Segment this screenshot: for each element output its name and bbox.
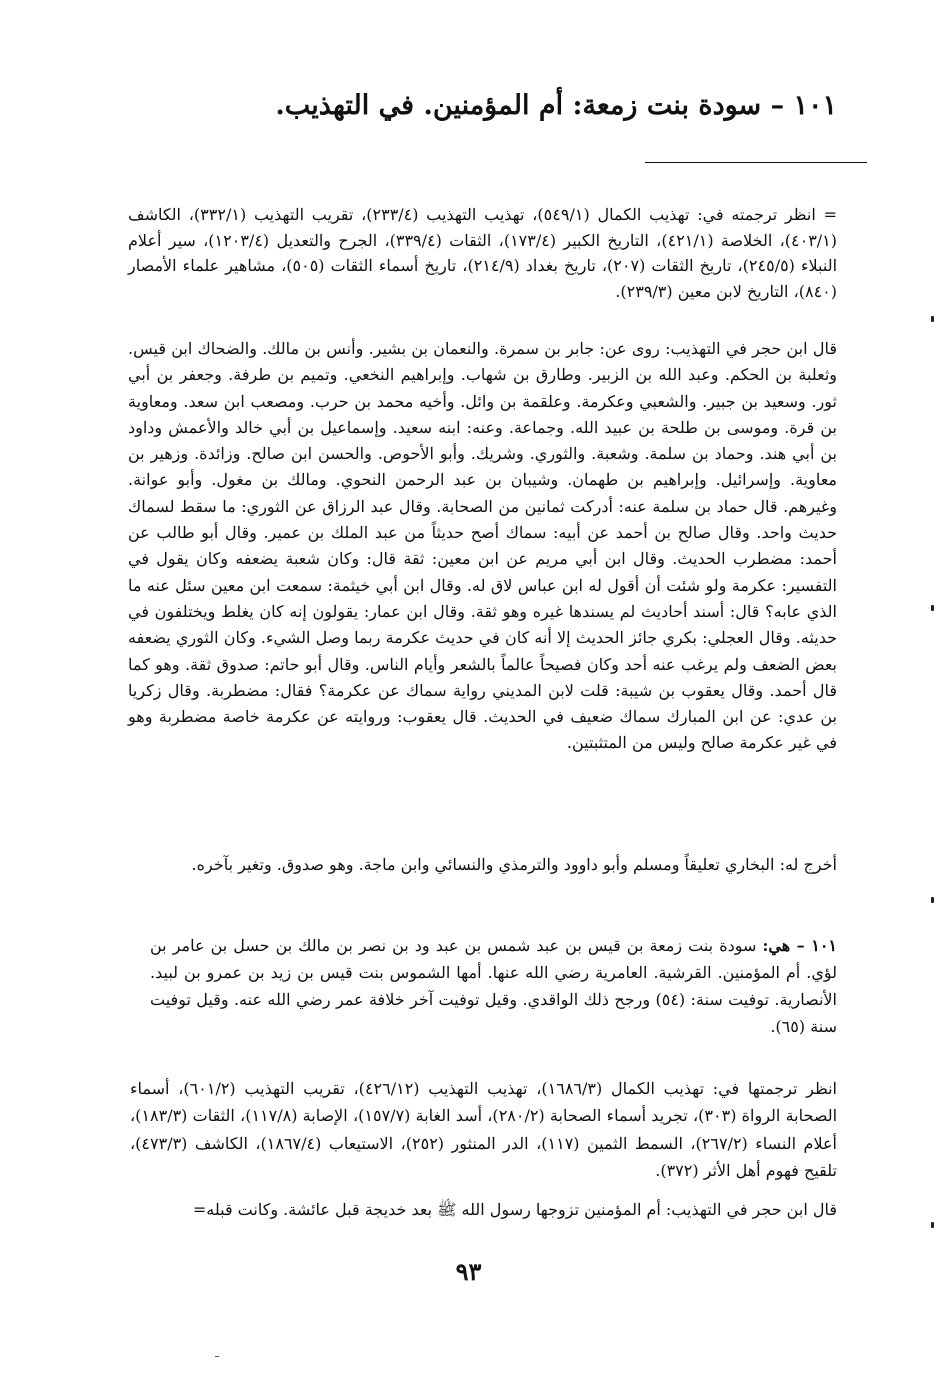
- page-number: ٩٣: [455, 1257, 482, 1286]
- margin-mark: [931, 316, 934, 322]
- entry-heading: ١٠١ – سودة بنت زمعة: أم المؤمنين. في التهذيب.: [275, 90, 837, 121]
- entry-biography-paragraph: [150, 932, 837, 1040]
- margin-mark: [931, 897, 934, 903]
- footnote-sources-paragraph: = انظر ترجمته في: تهذيب الكمال (٥٤٩/١)، تهذيب التهذيب (٢٣٣/٤)، تقريب التهذيب (٣٣٢/١)، الكاشف (٤٠٣/١)، الخلاصة (٤٢١/١)، التاريخ الكبير (١٧٣/٤)، الثقات (٣٣٩/٤)، الجرح والتعديل (١٢٠٣/٤)، سير أعلام النبلاء (٢٤٥/٥)، تاريخ الثقات (٢٠٧)، تاريخ بغداد (٢١٤/٩)، تاريخ أسماء الثقات (٥٠٥)، مشاهير علماء الأمصار (٨٤٠)، التاريخ لابن معين (٢٣٩/٣).: [128, 205, 838, 301]
- margin-mark: [931, 605, 934, 611]
- footnote-tahdhib-paragraph: قال ابن حجر في التهذيب: روى عن: جابر بن سمرة. والنعمان بن بشير. وأنس بن مالك. والضحاك ابن قيس. وثعلبة بن الحكم. وعبد الله بن الزبير. وطارق بن شهاب. وإبراهيم النخعي. وتميم بن طرفة. وجعفر بن أبي ثور. وسعيد بن جبير. والشعبي وعكرمة. وعلقمة بن وائل. وأخيه محمد بن حرب. ومصعب ابن سعد. ومعاوية بن قرة. وموسى بن طلحة بن عبيد الله. وجماعة. وعنه: ابنه سعيد. وإسماعيل بن أبي خالد والأعمش وداود بن أبي هند. وحماد بن سلمة. وشعبة. والثوري. وشريك. وأبو الأحوص. والحسن ابن صالح. وزائدة. وزهير بن معاوية. وإسرائيل. وإبراهيم بن طهمان. وشيبان بن عبد الرحمن النحوي. ومالك بن مغول. وأبو عوانة. وغيرهم. قال حماد بن سلمة عنه: أدركت ثمانين من الصحابة. وقال عبد الرزاق عن الثوري: ما سقط لسماك حديث واحد. وقال صالح بن أحمد عن أبيه: سماك أصح حديثاً من عبد الملك بن عمير. وقال أبو طالب عن أحمد: مضطرب الحديث. وقال ابن أبي مريم عن ابن معين: ثقة قال: وكان شعبة يضعفه وكان يقول في التفسير: عكرمة ولو شئت أن أقول له ابن عباس لاق له. وقال ابن أبي خيثمة: سمعت ابن معين سئل عنه ما الذي عابه؟ قال: أسند أحاديث لم يسندها غيره وهو ثقة. وقال ابن عمار: يقولون إنه كان يغلط ويختلفون في حديثه. وقال العجلي: بكري جائز الحديث إلا أنه كان في حديث عكرمة ربما وصل الشيء. وكان الثوري يضعفه بعض الضعف ولم يرغب عنه أحد وكان فصيحاً عالماً بالشعر وأيام الناس. وقال أبو حاتم: صدوق ثقة. وهو كما قال أحمد. وقال يعقوب بن شيبة: قلت لابن المديني رواية سماك عن عكرمة؟ فقال: مضطربة. وقال زكريا بن عدي: عن ابن المبارك سماك ضعيف في الحديث. قال يعقوب: وروايته عن عكرمة خاصة مضطربة وهو في غير عكرمة صالح وليس من المتثبتين.: [128, 339, 838, 753]
- margin-mark: [931, 1222, 934, 1228]
- heading-rule: [645, 162, 867, 163]
- entry-number: ١٠١ – هي:: [762, 936, 838, 955]
- entry-tahdhib-paragraph: قال ابن حجر في التهذيب: أم المؤمنين تزوجها رسول الله ﷺ بعد خديجة قبل عائشة. وكانت قبله=: [192, 1200, 837, 1219]
- entry-biography-text: سودة بنت زمعة بن قيس بن عبد شمس بن عبد ود بن نصر بن مالك بن حسل بن عامر بن لؤي. أم المؤمنين. القرشية. العامرية رضي الله عنها. أمها الشموس بنت قيس بن زيد بن عمرو بن لبيد. الأنصارية. توفيت سنة: (٥٤) ورجح ذلك الواقدي. وقيل توفيت آخر خلافة عمر رضي الله عنه. وقيل توفيت سنة (٦٥).: [150, 936, 837, 1036]
- footnote-takhrij-paragraph: أخرج له: البخاري تعليقاً ومسلم وأبو داوود والترمذي والنسائي وابن ماجة. وهو صدوق. وتغير بآخره.: [191, 855, 837, 874]
- scan-speck: [215, 1356, 219, 1357]
- entry-sources-paragraph: انظر ترجمتها في: تهذيب الكمال (١٦٨٦/٣)، تهذيب التهذيب (٤٢٦/١٢)، تقريب التهذيب (٦٠١/٢)، أسماء الصحابة الرواة (٣٠٣)، تجريد أسماء الصحابة (٢٨٠/٢)، أسد الغابة (١٥٧/٧)، الإصابة (١١٧/٨)، الثقات (١٨٣/٣)، أعلام النساء (٢٦٧/٢)، السمط الثمين (١١٧)، الدر المنثور (٢٥٢)، الاستيعاب (١٨٦٧/٤)، الكاشف (٤٧٣/٣)، تلقيح فهوم أهل الأثر (٣٧٢).: [130, 1079, 838, 1180]
